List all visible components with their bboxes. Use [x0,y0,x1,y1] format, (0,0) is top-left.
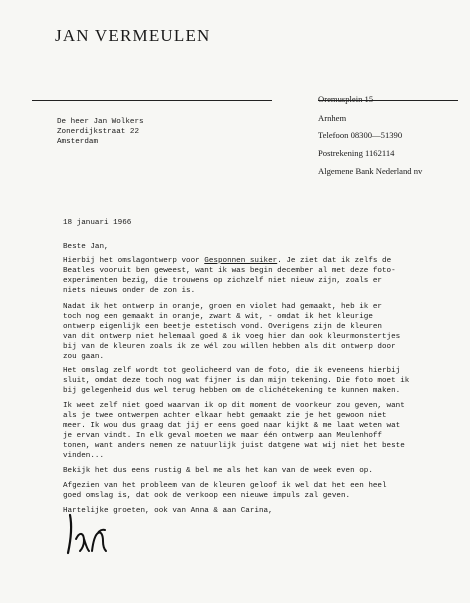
paragraph-line: tonen, want anders nemen ze natuurlijk juist datgene wat wij niet het beste [63,442,405,451]
paragraph-line: vinden... [63,452,105,461]
salutation: Beste Jan, [63,243,109,251]
paragraph-2 [63,302,400,363]
paragraph-4 [63,401,405,462]
paragraph-line: Het omslag zelf wordt tot geolicheerd van de foto, die ik eveneens hierbij [63,367,401,375]
paragraph-line: je ervan vindt. In elk geval moeten we maar één ontwerp aan Meulenhoff [63,432,382,441]
paragraph-line: sluit, omdat deze toch nog wat fijner is dan mijn tekening. Die foto moet ik [63,377,410,386]
paragraph-1 [63,256,396,296]
sender-street: Oremusplein 15 [318,94,374,104]
paragraph-line: bij gelegenheid dus wel terug hebben om de clichétekening te kunnen maken. [63,387,401,396]
paragraph-line: Afgezien van het probleem van de kleuren geloof ik wel dat het een heel [63,482,387,490]
sender-postal-account: Postrekening 1162114 [318,148,395,158]
paragraph-line: als je twee ontwerpen achter elkaar hebt gemaakt zie je het gewoon niet [63,412,387,421]
handwritten-signature [62,509,142,564]
paragraph-1-line-1: Hierbij het omslagontwerp voor Gesponnen suiker. Je ziet dat ik zelfs de [63,257,392,265]
paragraph-line: Ik weet zelf niet goed waarvan ik op dit moment de voorkeur zou geven, want [63,402,405,410]
recipient-line: Amsterdam [57,138,99,147]
paragraph-3 [63,366,409,396]
letter-date: 18 januari 1966 [63,219,132,227]
paragraph-line: bij van de kleuren zoals ik ze wél zou willen hebben als dit ontwerp door [63,343,396,352]
paragraph-1-line-2: Beatles vooruit ben geweest, want ik was begin december al met deze foto- [63,267,396,276]
recipient-line: De heer Jan Wolkers [57,118,144,126]
paragraph-line: goed omslag is, dat ook de verkoop een nieuwe impuls zal geven. [63,492,351,501]
paragraph-5 [63,466,373,476]
sender-bank: Algemene Bank Nederland nv [318,166,423,176]
paragraph-1-line-3: experimenten bezig, die trouwens op zichzelf niet nieuw zijn, zoals er [63,277,382,286]
paragraph-line: van dit ontwerp niet helemaal goed & ik voeg hier dan ook kleurmonstertjes [63,333,401,342]
sender-phone: Telefoon 08300—51390 [318,130,403,140]
paragraph-line: Nadat ik het ontwerp in oranje, groen en violet had gemaakt, heb ik er [63,303,382,311]
paragraph-line: Bekijk het dus eens rustig & bel me als het kan van de week even op. [63,467,373,475]
recipient-line: Zonerdijkstraat 22 [57,128,140,137]
letterhead-rule-left [32,100,272,101]
paragraph-line: toch nog een gemaakt in oranje, zwart & wit, - omdat ik het kleurige [63,313,373,322]
paragraph-line: meer. Ik wou dus graag dat jij er eens goed naar kijkt & me laat weten wat [63,422,401,431]
paragraph-6 [63,481,387,501]
signature-drawing [62,509,142,559]
letterhead-name: JAN VERMEULEN [55,26,211,45]
recipient-address [57,117,144,147]
paragraph-line: zou gaan. [63,353,105,362]
paragraph-1-line-4: niets nieuws onder de zon is. [63,287,196,296]
closing-line: Hartelijke groeten, ook van Anna & aan Carina, [63,507,273,515]
paragraph-line: ontwerp eigenlijk een beetje estetisch vond. Overigens zijn de kleuren [63,323,382,332]
sender-city: Arnhem [318,113,347,123]
